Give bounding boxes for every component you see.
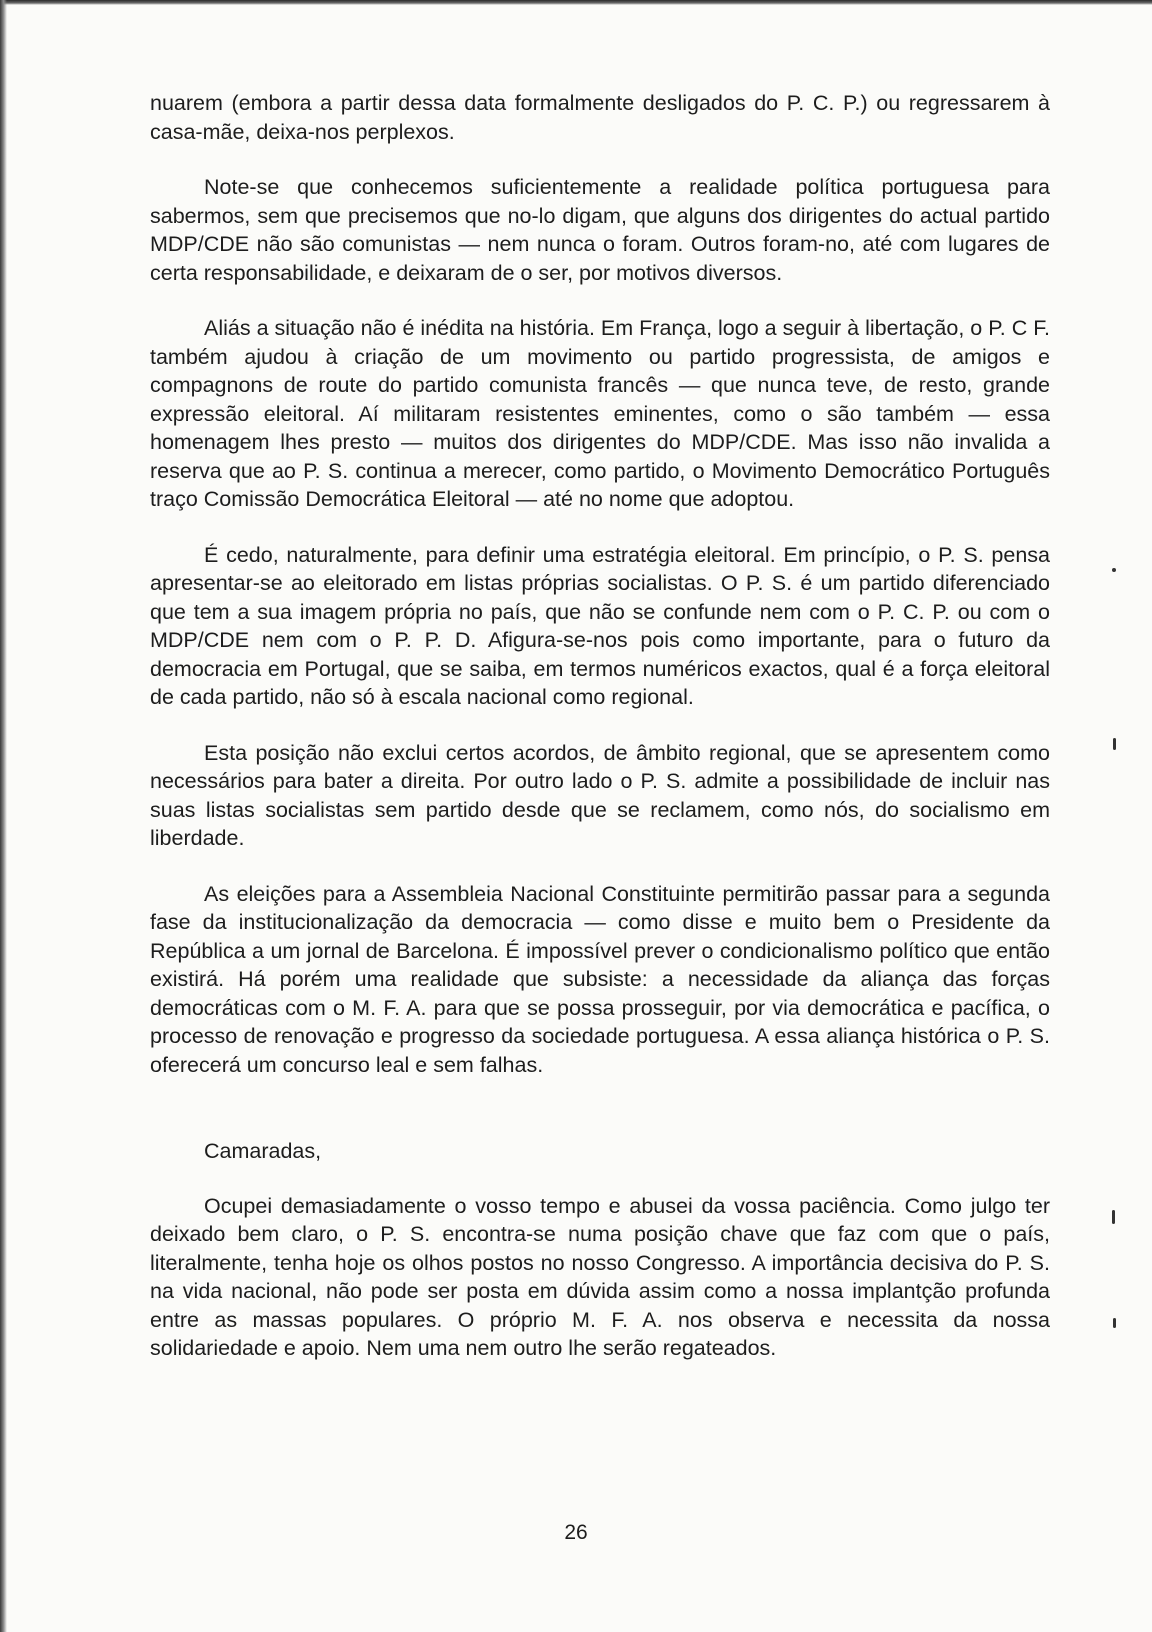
paragraph-3: Aliás a situação não é inédita na história. Em França, logo a seguir à libertação, o P. C F. também ajudou à criação de um movimento ou partido progressista, de amigos e compagnons de route do partido comunista francês — que nunca teve, de resto, grande expressão eleitoral. Aí militaram resistentes eminentes, como o são também — essa homenagem lhes presto — muitos dos dirigentes do MDP/CDE. Mas isso não invalida a reserva que ao P. S. continua a merecer, como partido, o Movimento Democrático Português traço Comissão Democrática Eleitoral — até no nome que adoptou.: [150, 316, 1050, 511]
paragraph-4: É cedo, naturalmente, para definir uma estratégia eleitoral. Em princípio, o P. S. pensa apresentar-se ao eleitorado em listas próprias socialistas. O P. S. é um partido diferenciado que tem a sua imagem própria no país, que não se confunde nem com o P. C. P. ou com o MDP/CDE nem com o P. P. D. Afigura-se-nos pois como importante, para o futuro da democracia em Portugal, que se saiba, em termos numéricos exactos, qual é a força eleitoral de cada partido, não só à escala nacional como regional.: [150, 542, 1050, 709]
paragraph-6: As eleições para a Assembleia Nacional Constituinte permitirão passar para a segunda fase da institucionalização da democracia — como disse e muito bem o Presidente da República a um jornal de Barcelona. É impossível prever o condicionalismo político que então existirá. Há porém uma realidade que subsiste: a necessidade da aliança das forças democráticas com o M. F. A. para que se possa prosseguir, por via democrática e pacífica, o processo de renovação e progresso da sociedade portuguesa. A essa aliança histórica o P. S. oferecerá um concurso leal e sem falhas.: [150, 881, 1050, 1077]
page-number: 26: [564, 1521, 588, 1544]
scan-left-edge: [0, 0, 7, 1632]
closing-paragraph: Ocupei demasiadamente o vosso tempo e abusei da vossa paciência. Como julgo ter deixado bem claro, o P. S. encontra-se numa posição chave que faz com que o país, literalmente, tenha hoje os olhos postos no nosso Congresso. A importância decisiva do P. S. na vida nacional, não pode ser posta em dúvida assim como a nossa implantção profunda entre as massas populares. O próprio M. F. A. nos observa e necessita da nossa solidariedade e apoio. Nem uma nem outro lhe serão regateados.: [150, 1193, 1050, 1360]
scan-speck: [1113, 1318, 1116, 1328]
scan-top-edge: [0, 0, 1152, 5]
paragraph-5: Esta posição não exclui certos acordos, de âmbito regional, que se apresentem como necessários para bater a direita. Por outro lado o P. S. admite a possibilidade de incluir nas suas listas socialistas sem partido desde que se reclamem, como nós, do socialismo em liberdade.: [150, 740, 1050, 850]
paragraph-1: nuarem (embora a partir dessa data formalmente desligados do P. C. P.) ou regressarem à casa-mãe, deixa-nos perplexos.: [150, 91, 1050, 144]
scan-speck: [1112, 1210, 1115, 1224]
paragraph-2: Note-se que conhecemos suficientemente a realidade política portuguesa para sabermos, sem que precisemos que no-lo digam, que alguns dos dirigentes do actual partido MDP/CDE não são comunistas — nem nunca o foram. Outros foram-no, até com lugares de certa responsabilidade, e deixaram de o ser, por motivos diversos.: [150, 175, 1050, 285]
scan-speck: [1112, 568, 1116, 572]
document-body: [150, 89, 1050, 1390]
salutation: Camaradas,: [204, 1139, 322, 1163]
scan-speck: [1113, 738, 1116, 750]
